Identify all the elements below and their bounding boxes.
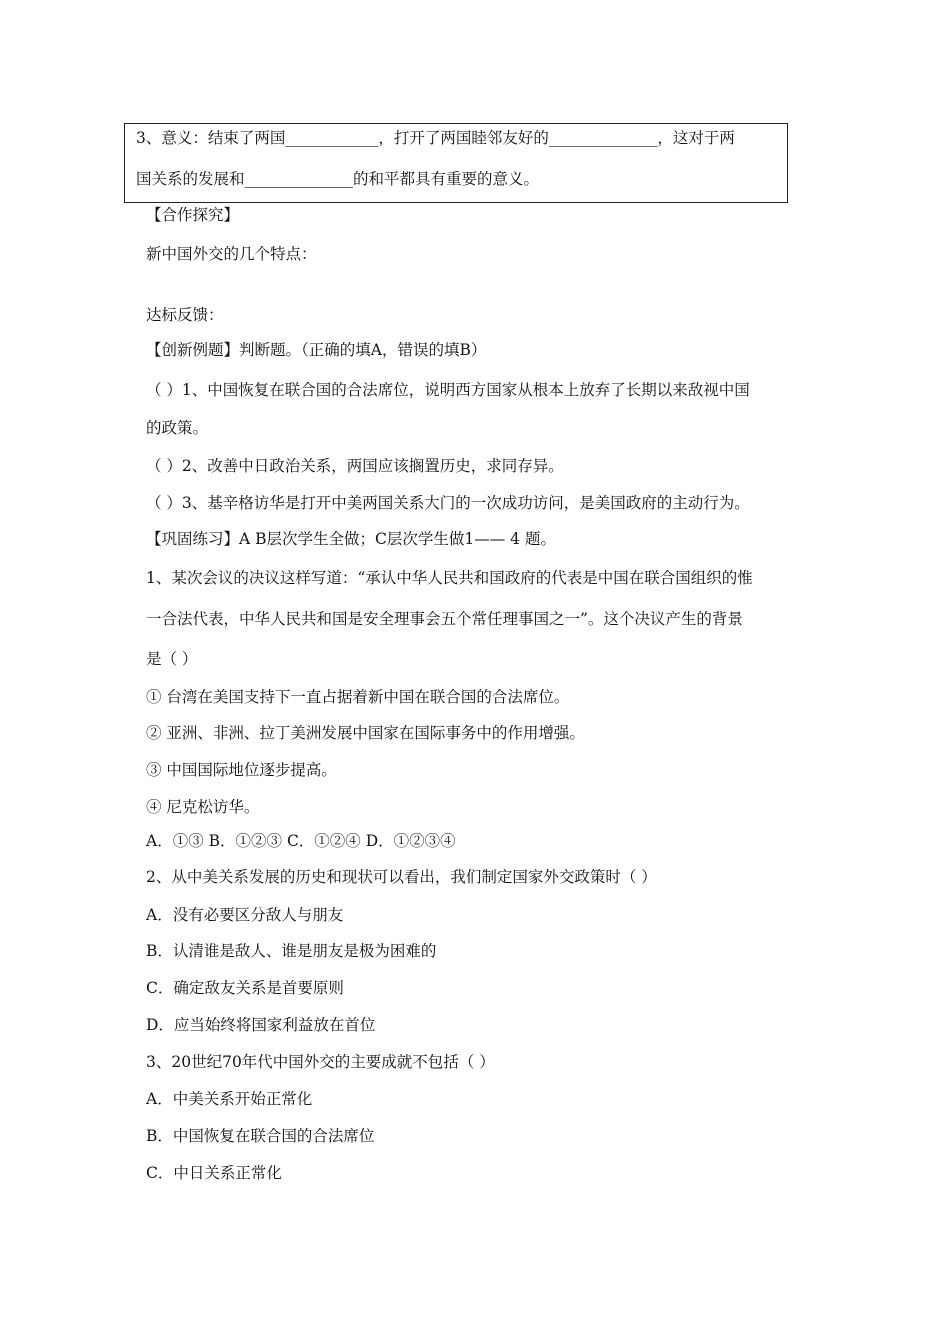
judge-item-1: （ ）1、中国恢复在联合国的合法席位，说明西方国家从根本上放弃了长期以来敌视中国 bbox=[146, 381, 750, 399]
q1-choices: A．①③ B．①②③ C．①②④ D．①②③④ bbox=[146, 832, 456, 850]
q3-choice-a: A．中美关系开始正常化 bbox=[146, 1090, 313, 1108]
practice-heading: 【巩固练习】A B层次学生全做；C层次学生做1—— 4 题。 bbox=[146, 530, 556, 548]
q1-option-3: ③ 中国国际地位逐步提高。 bbox=[146, 761, 337, 779]
q2-choice-d: D．应当始终将国家利益放在首位 bbox=[146, 1016, 376, 1034]
q2-choice-a: A．没有必要区分敌人与朋友 bbox=[146, 906, 344, 924]
q1-stem-1: 1、某次会议的决议这样写道：“承认中华人民共和国政府的代表是中国在联合国组织的惟 bbox=[146, 569, 753, 587]
judge-item-1-cont: 的政策。 bbox=[146, 419, 209, 437]
q1-option-1: ① 台湾在美国支持下一直占据着新中国在联合国的合法席位。 bbox=[146, 688, 570, 706]
q3-choice-c: C．中日关系正常化 bbox=[146, 1164, 282, 1182]
q3-stem: 3、20世纪70年代中国外交的主要成就不包括（ ） bbox=[146, 1053, 495, 1071]
q3-choice-b: B．中国恢复在联合国的合法席位 bbox=[146, 1127, 375, 1145]
significance-line-1: 3、意义：结束了两国____________，打开了两国睦邻友好的______________，这对于两 bbox=[136, 129, 735, 147]
judge-item-3: （ ）3、基辛格访华是打开中美两国关系大门的一次成功访问，是美国政府的主动行为。 bbox=[146, 494, 750, 512]
cooperation-heading: 【合作探究】 bbox=[146, 206, 240, 224]
feedback-heading: 达标反馈： bbox=[146, 306, 224, 324]
q2-stem: 2、从中美关系发展的历史和现状可以看出，我们制定国家外交政策时（ ） bbox=[146, 868, 657, 886]
q2-choice-c: C．确定敌友关系是首要原则 bbox=[146, 979, 344, 997]
q1-stem-2: 一合法代表，中华人民共和国是安全理事会五个常任理事国之一”。这个决议产生的背景 bbox=[146, 610, 743, 628]
judge-heading: 【创新例题】判断题。（正确的填A，错误的填B） bbox=[146, 341, 487, 359]
significance-line-2: 国关系的发展和______________的和平都具有重要的意义。 bbox=[136, 170, 540, 188]
judge-item-2: （ ）2、改善中日政治关系，两国应该搁置历史，求同存异。 bbox=[146, 457, 564, 475]
q1-option-4: ④ 尼克松访华。 bbox=[146, 798, 260, 816]
q1-option-2: ② 亚洲、非洲、拉丁美洲发展中国家在国际事务中的作用增强。 bbox=[146, 724, 585, 742]
q1-stem-3: 是（ ） bbox=[146, 650, 198, 668]
q2-choice-b: B．认清谁是敌人、谁是朋友是极为困难的 bbox=[146, 942, 437, 960]
diplomacy-features-prompt: 新中国外交的几个特点： bbox=[146, 245, 317, 263]
